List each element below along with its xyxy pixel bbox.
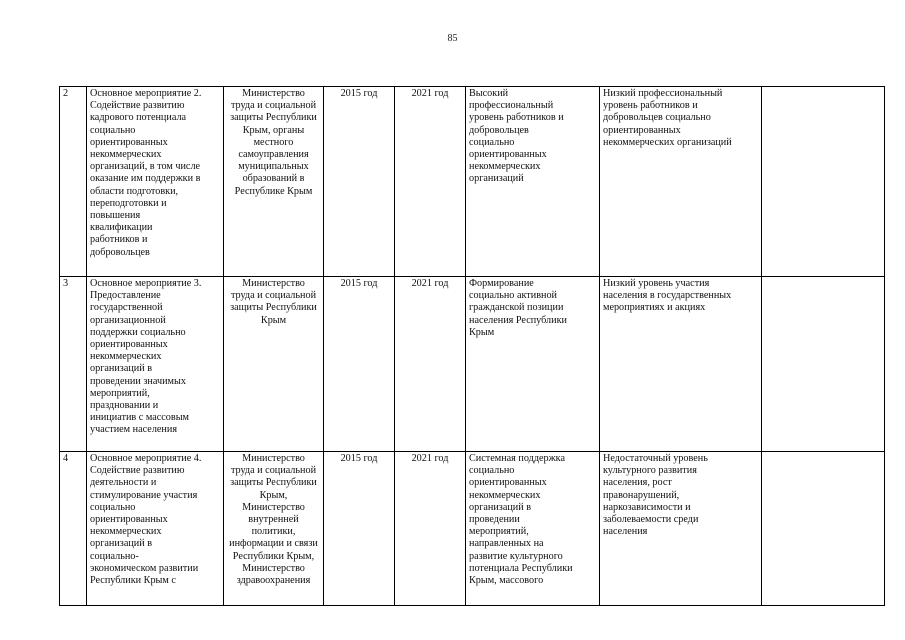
table-row <box>60 452 885 606</box>
risk-cell: Низкий уровень участия населения в государственных мероприятиях и акциях <box>600 277 762 452</box>
risk-cell: Недостаточный уровень культурного развития населения, рост правонарушений, наркозависимости и заболеваемости среди населения <box>600 452 762 606</box>
event-cell: Основное мероприятие 2. Содействие развитию кадрового потенциала социально ориентированных некоммерческих организаций, в том числе оказание им поддержки в области подготовки, переподготовки и повышения квалификации работников и добровольцев <box>87 87 224 277</box>
page-number: 85 <box>447 33 458 44</box>
event-cell: Основное мероприятие 3. Предоставление государственной организационной поддержки социально ориентированных некоммерческих организаций в проведении значимых мероприятий, праздновании и инициатив с массовым участием населения <box>87 277 224 452</box>
responsible-cell: Министерство труда и социальной защиты Республики Крым, Министерство внутренней политики, информации и связи Республики Крым, Министерство здравоохранения <box>224 452 324 606</box>
extra-cell <box>762 87 885 277</box>
expected-result-cell: Формирование социально активной гражданской позиции населения Республики Крым <box>466 277 600 452</box>
expected-result-cell: Высокий профессиональный уровень работников и добровольцев социально ориентированных некоммерческих организаций <box>466 87 600 277</box>
end-year-cell: 2021 год <box>395 452 466 606</box>
responsible-cell: Министерство труда и социальной защиты Республики Крым <box>224 277 324 452</box>
table-row <box>60 277 885 452</box>
extra-cell <box>762 452 885 606</box>
start-year-cell: 2015 год <box>324 87 395 277</box>
event-cell: Основное мероприятие 4. Содействие развитию деятельности и стимулирование участия социально ориентированных некоммерческих организаций в социально- экономическом развитии Республики Крым с <box>87 452 224 606</box>
end-year-cell: 2021 год <box>395 87 466 277</box>
row-number-cell: 4 <box>60 452 87 606</box>
responsible-cell: Министерство труда и социальной защиты Республики Крым, органы местного самоуправления муниципальных образований в Республике Крым <box>224 87 324 277</box>
program-measures-table <box>59 86 885 606</box>
end-year-cell: 2021 год <box>395 277 466 452</box>
table-row <box>60 87 885 277</box>
start-year-cell: 2015 год <box>324 277 395 452</box>
row-number-cell: 3 <box>60 277 87 452</box>
expected-result-cell: Системная поддержка социально ориентированных некоммерческих организаций в проведении мероприятий, направленных на развитие культурного потенциала Республики Крым, массового <box>466 452 600 606</box>
start-year-cell: 2015 год <box>324 452 395 606</box>
risk-cell: Низкий профессиональный уровень работников и добровольцев социально ориентированных некоммерческих организаций <box>600 87 762 277</box>
row-number-cell: 2 <box>60 87 87 277</box>
extra-cell <box>762 277 885 452</box>
